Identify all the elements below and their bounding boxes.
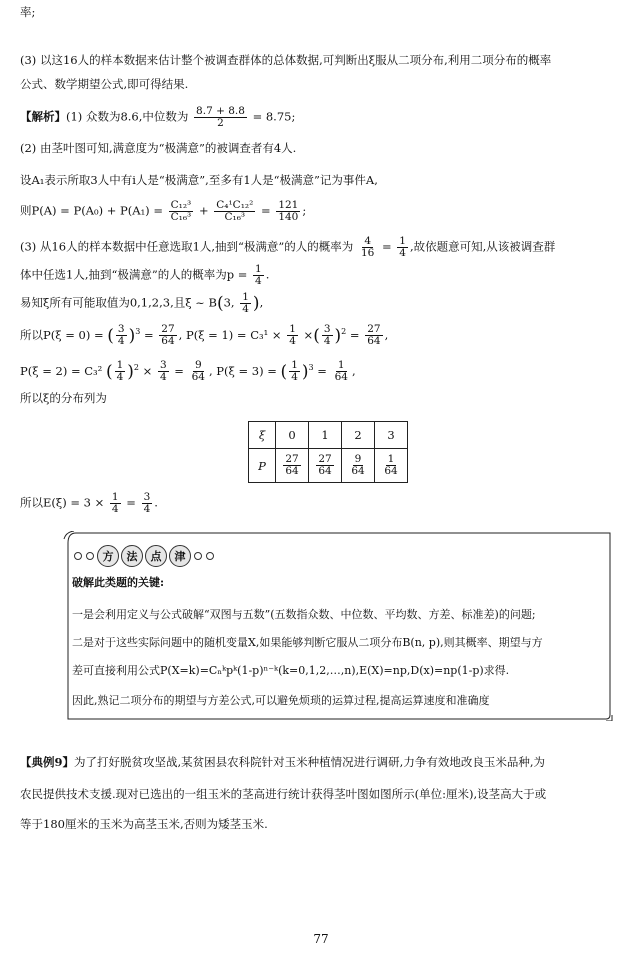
table-cell: $\frac{27}{64}$ (276, 449, 309, 483)
formula-line-pa: 则P(A) = P(A₀) + P(A₁) = $\frac{\text{C₁₂³}}{\text{C₁₆³}}$ + $\frac{\text{C₄¹C₁₂²}}{\text{C₁₆³}}$ = $\frac{121}{140}$ ; (20, 199, 307, 223)
text-line: 设A₁表示所取3人中有i人是“极满意”,至多有1人是“极满意”记为事件A, (20, 173, 378, 187)
table-cell: 2 (342, 422, 375, 449)
table-cell: 1 (309, 422, 342, 449)
table-cell: ξ (249, 422, 276, 449)
fraction: $\frac{9}{64}$ (191, 359, 205, 384)
text-line: 农民提供技术支援.现对已选出的一组玉米的茎高进行统计获得茎叶图如图所示(单位:厘米),设茎高大于或 (20, 787, 547, 801)
fraction: $\frac{4}{16}$ (360, 235, 375, 259)
box-text: 因此,熟记二项分布的期望与方差公式,可以避免烦琐的运算过程,提高运算速度和准确度 (72, 694, 490, 707)
box-text: 差可直接利用公式P(X=k)=Cₙᵏpᵏ(1-p)ⁿ⁻ᵏ(k=0,1,2,…,n),E(X)=np,D(x)=np(1-p)求得. (72, 664, 510, 677)
badge-char: 法 (121, 545, 143, 567)
text-line: 体中任选1人,抽到“极满意”的人的概率为p = $\frac{1}{4}$ . (20, 263, 270, 287)
solution-tag: 【解析】 (20, 109, 66, 124)
box-text: 二是对于这些实际问题中的随机变量X,如果能够判断它服从二项分布B(n, p),则其概率、期望与方 (72, 636, 543, 649)
table-row (249, 422, 408, 449)
text-line: 率; (20, 5, 36, 19)
box-heading: 破解此类题的关键: (72, 576, 165, 589)
text-line: (2) 由茎叶图可知,满意度为“极满意”的被调查者有4人. (20, 141, 297, 155)
table-cell: $\frac{1}{64}$ (375, 449, 408, 483)
fraction: $\frac{3}{4}$ (159, 359, 167, 384)
method-tips-box (62, 531, 616, 721)
text-line: 所以E(ξ) = 3 × $\frac{1}{4}$ = $\frac{3}{4}$ . (20, 491, 158, 515)
table-cell: $\frac{27}{64}$ (309, 449, 342, 483)
badge-char: 津 (169, 545, 191, 567)
table-cell: 0 (276, 422, 309, 449)
fraction: $\frac{27}{64}$ (367, 323, 381, 348)
dot-icon (194, 552, 202, 560)
fraction: $\frac{3}{4}$ (143, 491, 151, 515)
badge-char: 点 (145, 545, 167, 567)
example-line-1: 【典例9】为了打好脱贫攻坚战,某贫困县农科院针对玉米种植情况进行调研,力争有效地改良玉米品种,为 (20, 755, 545, 769)
fraction: $\frac{3}{4}$ (323, 323, 331, 348)
text-line: (3) 从16人的样本数据中任意选取1人,抽到“极满意”的人的概率为 $\frac{4}{16}$ = $\frac{1}{4}$ ,故依题意可知,从该被调查群 (20, 235, 556, 259)
fraction: $\frac{8.7 + 8.8}{2}$ (196, 105, 245, 129)
text-line: 易知ξ所有可能取值为0,1,2,3,且ξ ~ B(3, $\frac{1}{4}$ ), (20, 291, 264, 315)
formula-line-p2-p3: P(ξ = 2) = C₃² ( $\frac{1}{4}$ )$^2$ × $\frac{3}{4}$ = $\frac{9}{64}$ , P(ξ = 3) = ( $\frac{1}{4}$ )$^3$ = $\frac{1}{64}$ , (20, 359, 356, 384)
dot-icon (86, 552, 94, 560)
fraction: $\frac{\text{C₁₂³}}{\text{C₁₆³}}$ (170, 199, 192, 223)
method-badge (72, 545, 216, 567)
fraction: $\frac{1}{4}$ (291, 359, 298, 384)
distribution-table (248, 421, 408, 483)
fraction: $\frac{121}{140}$ (278, 199, 299, 223)
fraction: $\frac{\text{C₄¹C₁₂²}}{\text{C₁₆³}}$ (216, 199, 254, 223)
text-line: (3) 以这16人的样本数据来估计整个被调查群体的总体数据,可判断出ξ服从二项分布,利用二项分布的概率 (20, 53, 552, 67)
fraction: $\frac{27}{64}$ (161, 323, 175, 348)
fraction: $\frac{1}{4}$ (289, 323, 296, 348)
table-cell: P (249, 449, 276, 483)
fraction: $\frac{1}{64}$ (334, 359, 348, 384)
fraction: $\frac{1}{4}$ (242, 291, 249, 315)
text-line: 等于180厘米的玉米为高茎玉米,否则为矮茎玉米. (20, 817, 268, 831)
fraction: $\frac{1}{4}$ (255, 263, 262, 287)
table-row (249, 449, 408, 483)
example-tag: 【典例9】 (20, 755, 75, 769)
text-line: 公式、数学期望公式,即可得结果. (20, 77, 189, 91)
table-cell: $\frac{9}{64}$ (342, 449, 375, 483)
table-cell: 3 (375, 422, 408, 449)
dot-icon (74, 552, 82, 560)
text-line: 所以ξ的分布列为 (20, 391, 107, 405)
badge-char: 方 (97, 545, 119, 567)
solution-line-1: 【解析】(1) 众数为8.6,中位数为 $\frac{8.7 + 8.8}{2}$ = 8.75; (20, 105, 296, 129)
dot-icon (206, 552, 214, 560)
fraction: $\frac{1}{4}$ (111, 491, 119, 515)
fraction: $\frac{3}{4}$ (117, 323, 125, 348)
formula-line-p0-p1: 所以P(ξ = 0) = ( $\frac{3}{4}$ )$^3$ = $\frac{27}{64}$ , P(ξ = 1) = C₃¹ × $\frac{1}{4}$ ×( $\frac{3}{4}$ )$^2$ = $\frac{27}{64}$ , (20, 323, 389, 348)
box-text: 一是会利用定义与公式破解“双图与五数”(五数指众数、中位数、平均数、方差、标准差)的问题; (72, 608, 536, 621)
fraction: $\frac{1}{4}$ (399, 235, 406, 259)
page-number: 77 (313, 932, 329, 946)
fraction: $\frac{1}{4}$ (116, 359, 124, 384)
